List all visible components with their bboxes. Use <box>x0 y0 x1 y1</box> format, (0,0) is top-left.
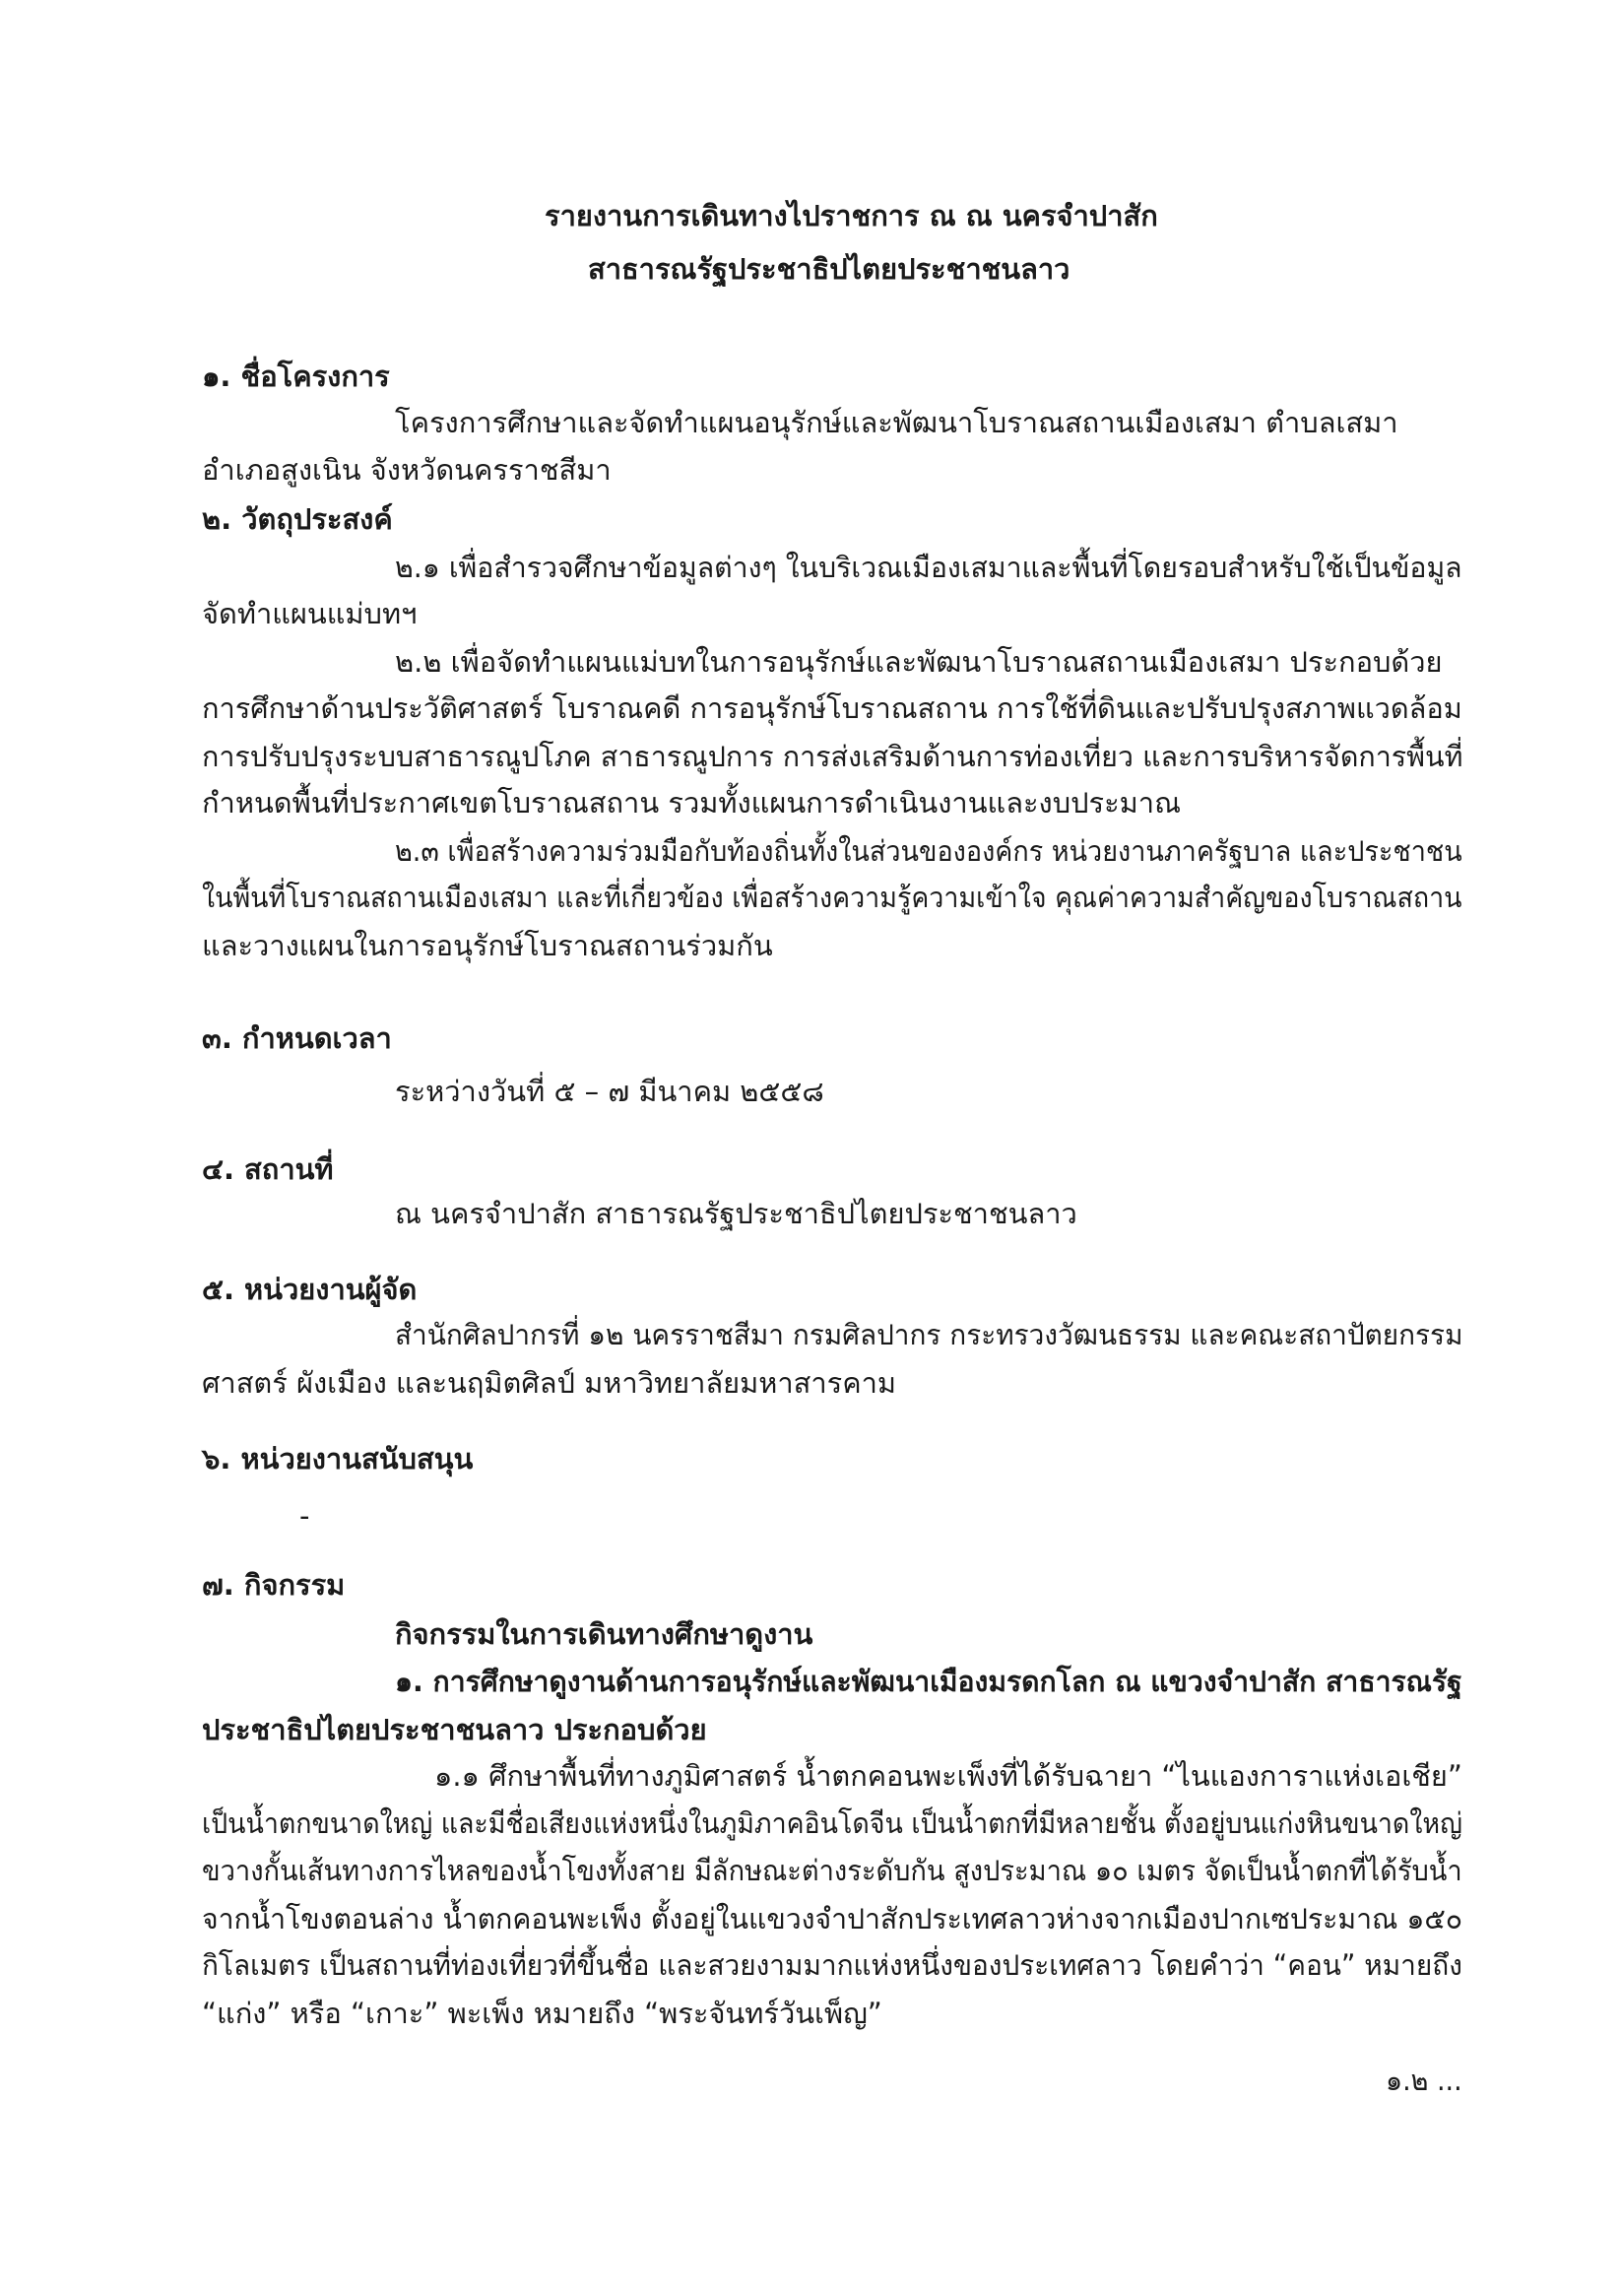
section-5-heading: ๕. หน่วยงานผู้จัด <box>202 1273 418 1306</box>
section-2-text: ๒.๓ เพื่อสร้างความร่วมมือกับท้องถิ่นทั้งในส่วนขององค์กร หน่วยงานภาครัฐบาล และประชาชน <box>395 834 1462 868</box>
section-7-text: ขวางกั้นเส้นทางการไหลของน้ำโขงทั้งสาย มีลักษณะต่างระดับกัน สูงประมาณ ๑๐ เมตร จัดเป็นน้ำตกที่ได้รับน้ำ <box>202 1854 1462 1887</box>
section-4-heading: ๔. สถานที่ <box>202 1152 334 1186</box>
section-7-text: จากน้ำโขงตอนล่าง น้ำตกคอนพะเพ็ง ตั้งอยู่ในแขวงจำปาสักประเทศลาวห่างจากเมืองปากเซประมาณ ๑๕๐ <box>202 1902 1463 1935</box>
section-2-text: ๒.๑ เพื่อสำรวจศึกษาข้อมูลต่างๆ ในบริเวณเมืองเสมาและพื้นที่โดยรอบสำหรับใช้เป็นข้อมูล <box>395 551 1462 584</box>
section-7-heading: ๗. กิจกรรม <box>202 1568 346 1602</box>
section-2-text: กำหนดพื้นที่ประกาศเขตโบราณสถาน รวมทั้งแผนการดำเนินงานและงบประมาณ <box>202 786 1181 820</box>
document-title-line-2: สาธารณรัฐประชาธิปไตยประชาชนลาว <box>588 252 1070 286</box>
section-7-subheading: กิจกรรมในการเดินทางศึกษาดูงาน <box>395 1617 813 1651</box>
section-5-text: ศาสตร์ ผังเมือง และนฤมิตศิลป์ มหาวิทยาลัยมหาสารคาม <box>202 1366 897 1400</box>
section-7-text: ๑.๑ ศึกษาพื้นที่ทางภูมิศาสตร์ น้ำตกคอนพะเพ็งที่ได้รับฉายา “ไนแองการาแห่งเอเชีย” <box>434 1759 1462 1793</box>
section-7-item-heading: ๑. การศึกษาดูงานด้านการอนุรักษ์และพัฒนาเมืองมรดกโลก ณ แขวงจำปาสัก สาธารณรัฐ <box>395 1665 1462 1698</box>
section-2-text: ในพื้นที่โบราณสถานเมืองเสมา และที่เกี่ยวข้อง เพื่อสร้างความรู้ความเข้าใจ คุณค่าความสำคัญของโบราณสถาน <box>202 881 1462 914</box>
section-2-text: การปรับปรุงระบบสาธารณูปโภค สาธารณูปการ การส่งเสริมด้านการท่องเที่ยว และการบริหารจัดการพื้นที่ <box>202 740 1463 773</box>
page-continuation: ๑.๒ ... <box>1386 2064 1462 2097</box>
section-1-text: อำเภอสูงเนิน จังหวัดนครราชสีมา <box>202 453 612 487</box>
section-3-heading: ๓. กำหนดเวลา <box>202 1021 392 1055</box>
section-7-text: กิโลเมตร เป็นสถานที่ท่องเที่ยวที่ขึ้นชื่อ และสวยงามมากแห่งหนึ่งของประเทศลาว โดยคำว่า “คอน” หมายถึง <box>202 1948 1462 1982</box>
section-4-text: ณ นครจำปาสัก สาธารณรัฐประชาธิปไตยประชาชนลาว <box>395 1197 1077 1230</box>
section-3-text: ระหว่างวันที่ ๕ – ๗ มีนาคม ๒๕๕๘ <box>395 1075 824 1108</box>
section-2-heading: ๒. วัตถุประสงค์ <box>202 502 393 536</box>
document-title-line-1: รายงานการเดินทางไปราชการ ณ ณ นครจำปาสัก <box>545 199 1158 232</box>
section-2-text: ๒.๒ เพื่อจัดทำแผนแม่บทในการอนุรักษ์และพัฒนาโบราณสถานเมืองเสมา ประกอบด้วย <box>395 645 1443 679</box>
section-2-text: การศึกษาด้านประวัติศาสตร์ โบราณคดี การอนุรักษ์โบราณสถาน การใช้ที่ดินและปรับปรุงสภาพแวดล้อม <box>202 691 1462 725</box>
section-2-text: และวางแผนในการอนุรักษ์โบราณสถานร่วมกัน <box>202 929 773 962</box>
section-7-item-heading: ประชาธิปไตยประชาชนลาว ประกอบด้วย <box>202 1713 707 1746</box>
section-7-text: “แก่ง” หรือ “เกาะ” พะเพ็ง หมายถึง “พระจันทร์วันเพ็ญ” <box>202 1997 882 2030</box>
section-6-heading: ๖. หน่วยงานสนับสนุน <box>202 1442 474 1476</box>
section-1-heading: ๑. ชื่อโครงการ <box>202 360 390 393</box>
section-1-text: โครงการศึกษาและจัดทำแผนอนุรักษ์และพัฒนาโบราณสถานเมืองเสมา ตำบลเสมา <box>395 406 1398 439</box>
section-6-text: - <box>299 1499 310 1533</box>
section-5-text: สำนักศิลปากรที่ ๑๒ นครราชสีมา กรมศิลปากร กระทรวงวัฒนธรรม และคณะสถาปัตยกรรม <box>395 1318 1463 1351</box>
section-2-text: จัดทำแผนแม่บทฯ <box>202 597 418 630</box>
section-7-text: เป็นน้ำตกขนาดใหญ่ และมีชื่อเสียงแห่งหนึ่งในภูมิภาคอินโดจีน เป็นน้ำตกที่มีหลายชั้น ตั้งอยู่บนแก่งหินขนาดใหญ่ <box>202 1806 1462 1840</box>
